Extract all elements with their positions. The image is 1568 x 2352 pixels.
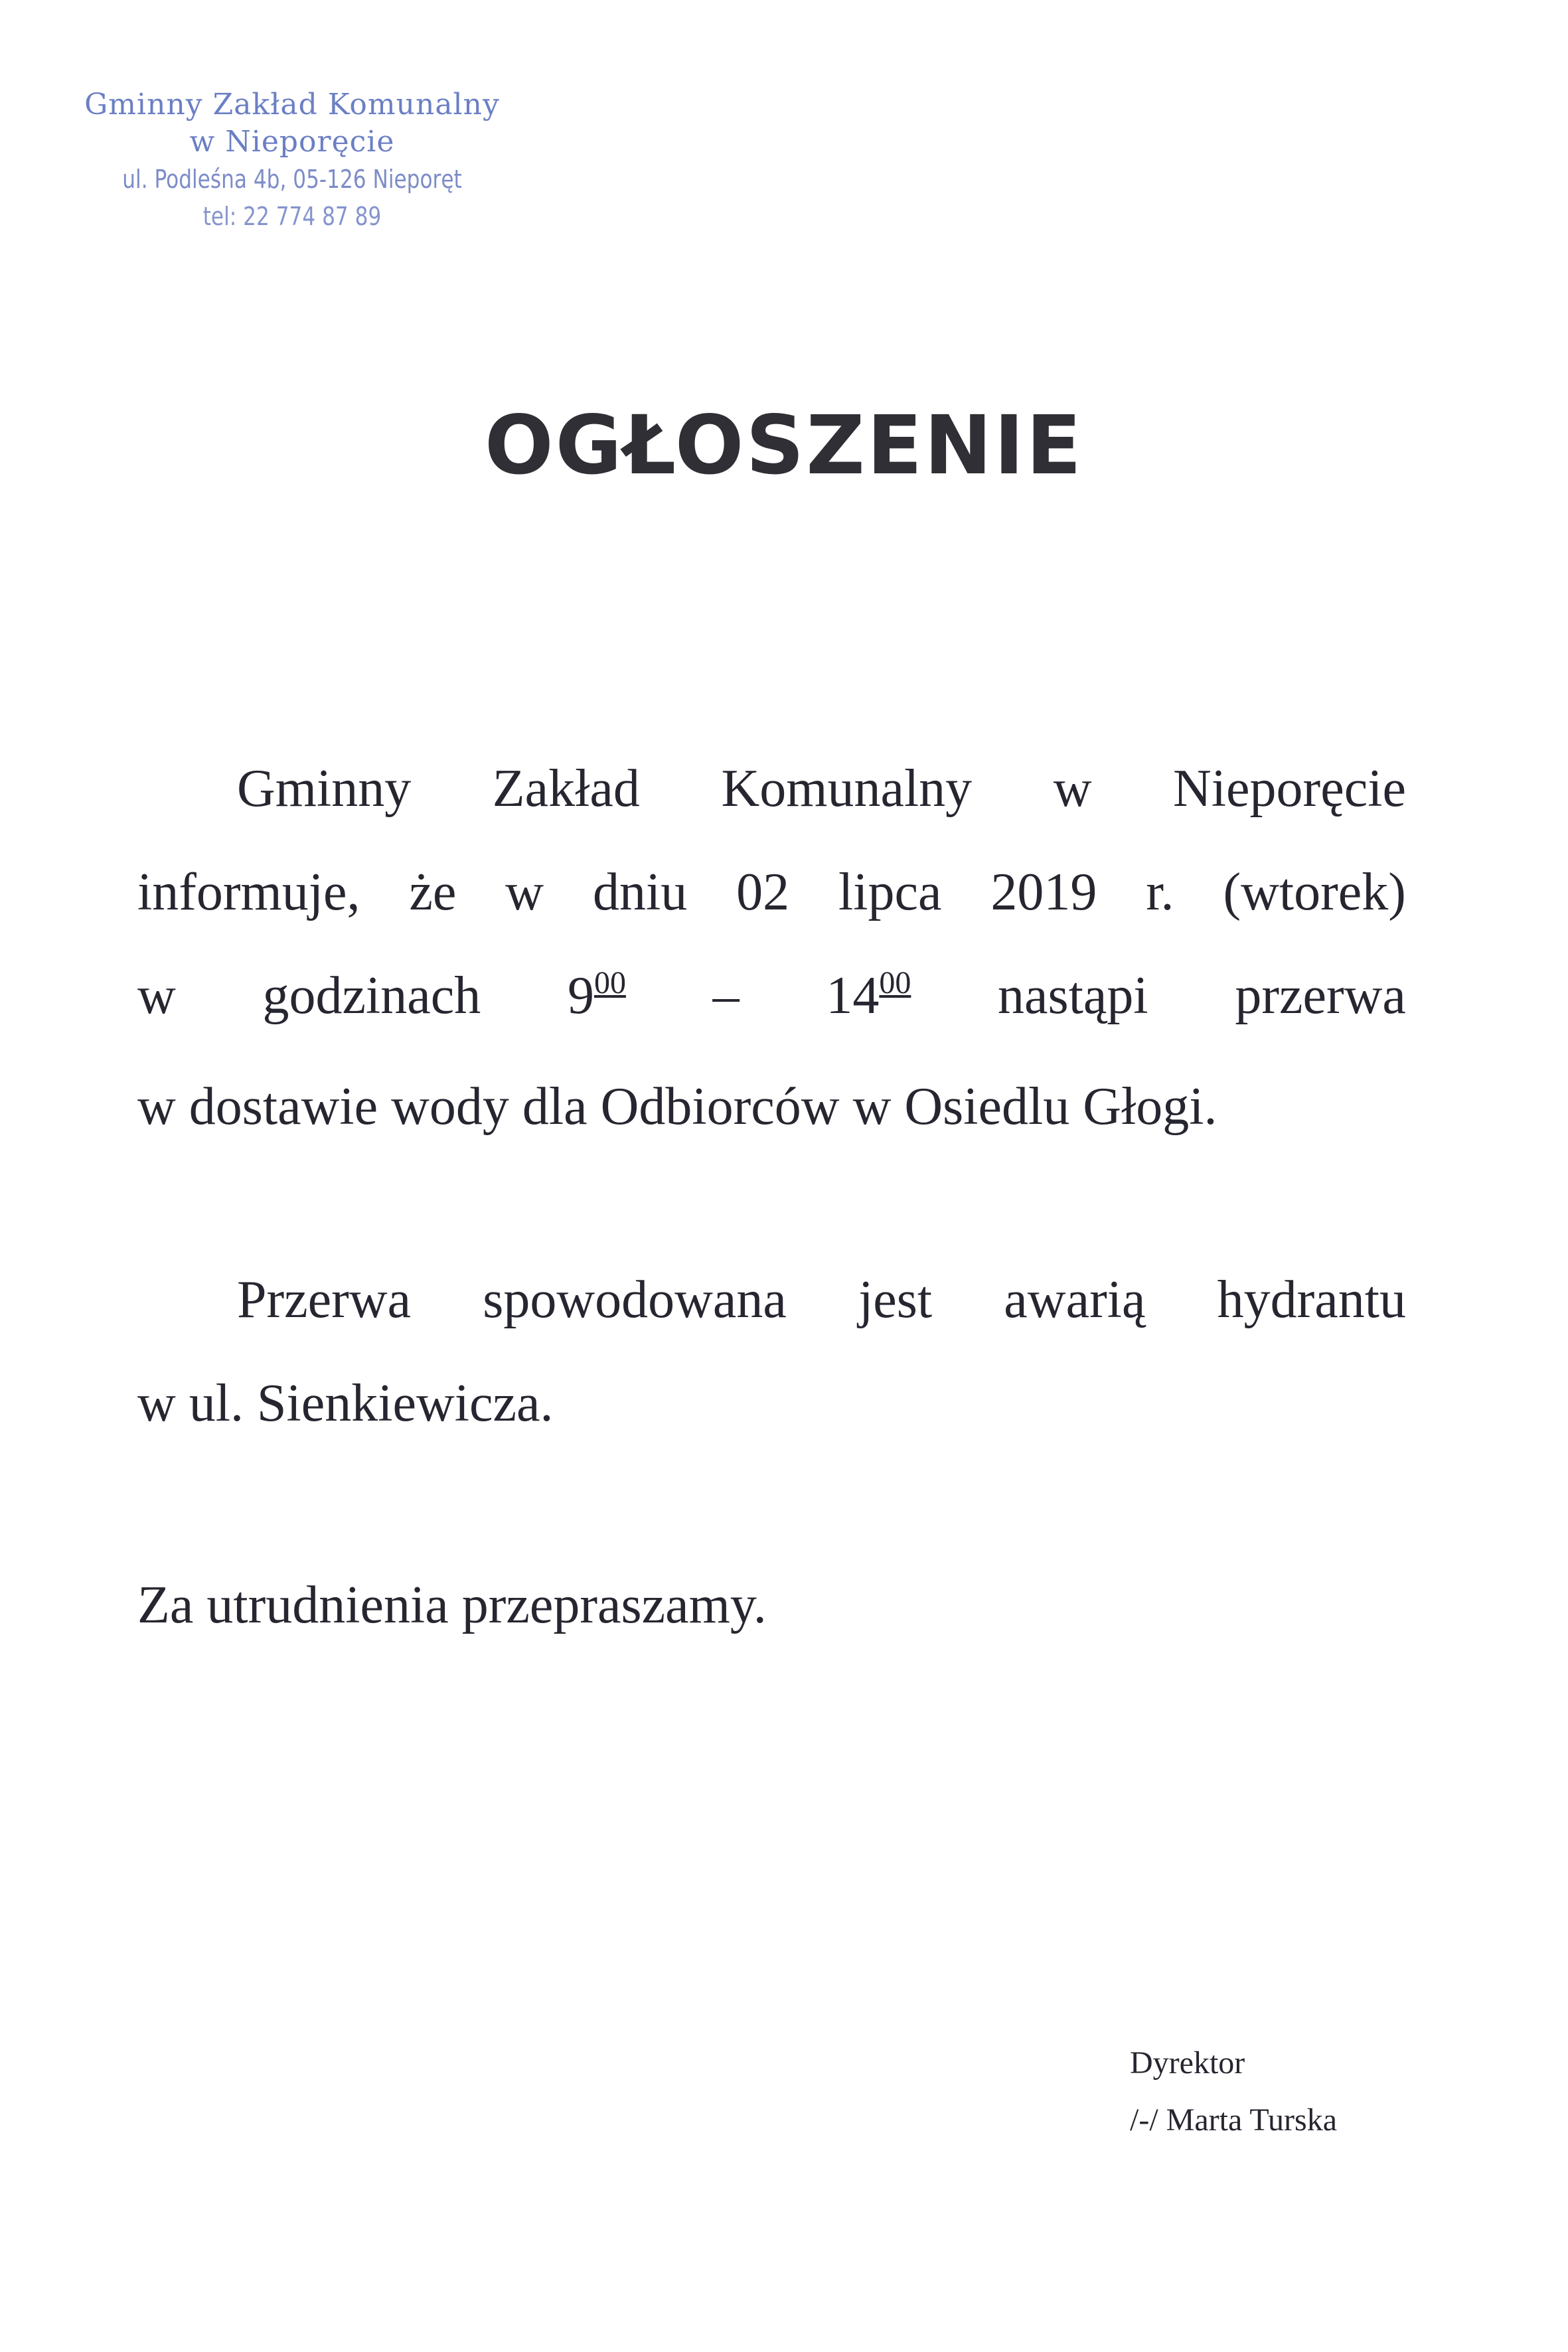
word: Przerwa: [237, 1271, 412, 1329]
word: 2019: [990, 863, 1097, 921]
stamp-phone: tel: 22 774 87 89: [202, 202, 382, 231]
announcement-paragraph-2: [137, 1248, 1406, 1455]
announcement-title: OGŁOSZENIE: [484, 398, 1084, 493]
word: w: [505, 863, 544, 921]
word: 02: [736, 863, 790, 921]
paragraph-1-line-1: [137, 737, 1406, 840]
word: informuje,: [137, 863, 360, 921]
announcement-paragraph-1: [137, 737, 1406, 1158]
word: r.: [1146, 863, 1174, 921]
signature-name: /-/ Marta Turska: [1130, 2102, 1337, 2138]
word: hydrantu: [1217, 1271, 1406, 1329]
word: godzinach: [262, 967, 481, 1025]
word: w: [137, 967, 176, 1025]
word: w: [1053, 759, 1092, 818]
word: lipca: [838, 863, 942, 921]
stamp-address: ul. Podleśna 4b, 05-126 Nieporęt: [122, 165, 462, 194]
paragraph-1-line-4: w dostawie wody dla Odbiorców w Osiedlu Głogi.: [137, 1077, 1217, 1136]
word: awarią: [1004, 1271, 1146, 1329]
word: przerwa: [1235, 967, 1406, 1025]
word: (wtorek): [1223, 863, 1406, 921]
end-minutes: 00: [879, 965, 911, 1000]
stamp-town: w Nieporęcie: [189, 125, 395, 159]
word: że: [409, 863, 457, 921]
word: Nieporęcie: [1173, 759, 1406, 818]
announcement-paragraph-3: [137, 1553, 1406, 1657]
start-minutes: 00: [593, 965, 626, 1000]
start-hour: 9: [567, 967, 594, 1025]
paragraph-2-line-2: w ul. Sienkiewicza.: [137, 1374, 554, 1433]
time-dash: –: [712, 967, 740, 1025]
paragraph-1-line-2: [137, 840, 1406, 944]
word: jest: [858, 1271, 933, 1329]
word: dniu: [592, 863, 688, 921]
start-time: [568, 944, 626, 1055]
stamp-company-name: Gminny Zakład Komunalny: [84, 88, 500, 121]
apology-line: Za utrudnienia przepraszamy.: [137, 1576, 767, 1634]
word: Gminny: [237, 759, 412, 818]
signature-role: Dyrektor: [1130, 2045, 1245, 2080]
company-stamp: [60, 86, 524, 235]
end-hour: 14: [826, 967, 880, 1025]
end-time: [826, 944, 911, 1055]
word: Zakład: [492, 759, 640, 818]
word: spowodowana: [483, 1271, 787, 1329]
paragraph-1-line-3: [137, 944, 1406, 1055]
word: nastąpi: [998, 967, 1148, 1025]
paragraph-2-line-1: [137, 1248, 1406, 1352]
word: Komunalny: [721, 759, 973, 818]
signature-block: [1130, 2035, 1337, 2149]
